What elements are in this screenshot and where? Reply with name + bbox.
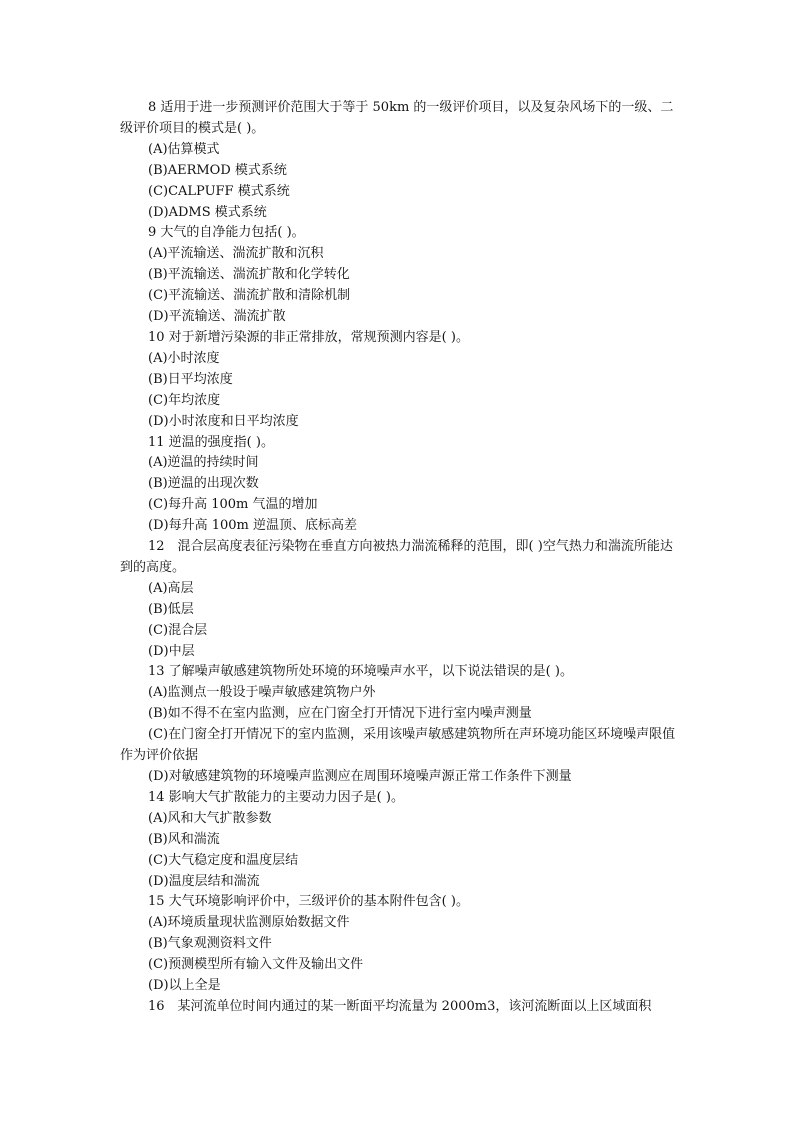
question-stem: 8 适用于进一步预测评价范围大于等于 50km 的一级评价项目，以及复杂风场下的一级、二级评价项目的模式是( )。	[120, 100, 674, 136]
option-b: (B)低层	[148, 601, 194, 617]
option-d: (D)对敏感建筑物的环境噪声监测应在周围环境噪声源正常工作条件下测量	[148, 769, 572, 784]
option-b: (B)如不得不在室内监测，应在门窗全打开情况下进行室内噪声测量	[148, 706, 532, 722]
option-b: (B)风和湍流	[148, 831, 220, 847]
option-b: (B)AERMOD 模式系统	[148, 162, 287, 178]
question-list	[120, 98, 680, 1018]
question-11	[120, 433, 680, 538]
question-15	[120, 892, 680, 997]
option-b: (B)平流输送、湍流扩散和化学转化	[148, 267, 350, 283]
option-d: (D)每升高 100m 逆温顶、底标高差	[148, 518, 357, 534]
option-a: (A)监测点一般设于噪声敏感建筑物户外	[148, 685, 376, 701]
option-a: (A)风和大气扩散参数	[148, 810, 272, 826]
option-c: (C)每升高 100m 气温的增加	[148, 497, 318, 513]
option-d: (D)中层	[148, 643, 195, 659]
question-16	[120, 997, 680, 1018]
question-stem: 12 混合层高度表征污染物在垂直方向被热力湍流稀释的范围，即( )空气热力和湍流所能达到的高度。	[120, 539, 673, 575]
option-d: (D)温度层结和湍流	[148, 873, 260, 889]
question-10	[120, 328, 680, 433]
option-a: (A)估算模式	[148, 141, 220, 157]
option-c: (C)年均浓度	[148, 392, 221, 408]
option-c: (C)大气稳定度和温度层结	[148, 852, 299, 868]
question-stem: 16 某河流单位时间内通过的某一断面平均流量为 2000m3，该河流断面以上区域面积	[148, 998, 652, 1014]
question-13	[120, 662, 680, 787]
option-b: (B)日平均浓度	[148, 371, 233, 387]
option-d: (D)ADMS 模式系统	[148, 204, 267, 220]
option-a: (A)环境质量现状监测原始数据文件	[148, 915, 350, 931]
question-12	[120, 537, 680, 662]
question-stem: 11 逆温的强度指( )。	[148, 434, 274, 450]
option-a: (A)平流输送、湍流扩散和沉积	[148, 246, 324, 262]
option-d: (D)小时浓度和日平均浓度	[148, 413, 299, 429]
question-8	[120, 98, 680, 223]
option-a: (A)逆温的持续时间	[148, 455, 259, 471]
question-stem: 14 影响大气扩散能力的主要动力因子是( )。	[148, 789, 404, 805]
option-c: (C)混合层	[148, 622, 208, 638]
option-c: (C)预测模型所有输入文件及输出文件	[148, 957, 364, 973]
question-stem: 10 对于新增污染源的非正常排放，常规预测内容是( )。	[148, 329, 469, 345]
option-d: (D)以上全是	[148, 978, 221, 994]
option-a: (A)小时浓度	[148, 350, 220, 366]
question-stem: 15 大气环境影响评价中，三级评价的基本附件包含( )。	[148, 894, 469, 910]
option-b: (B)气象观测资料文件	[148, 936, 272, 952]
option-c: (C)平流输送、湍流扩散和清除机制	[148, 288, 351, 304]
option-b: (B)逆温的出现次数	[148, 476, 259, 492]
question-stem: 13 了解噪声敏感建筑物所处环境的环境噪声水平，以下说法错误的是( )。	[148, 664, 573, 680]
option-a: (A)高层	[148, 580, 194, 596]
option-d: (D)平流输送、湍流扩散	[148, 309, 286, 325]
question-stem: 9 大气的自净能力包括( )。	[148, 225, 305, 241]
option-c: (C)在门窗全打开情况下的室内监测，采用该噪声敏感建筑物所在声环境功能区环境噪声限值作为评价依据	[120, 727, 676, 764]
question-14	[120, 788, 680, 893]
option-c: (C)CALPUFF 模式系统	[148, 183, 290, 199]
question-9	[120, 223, 680, 328]
